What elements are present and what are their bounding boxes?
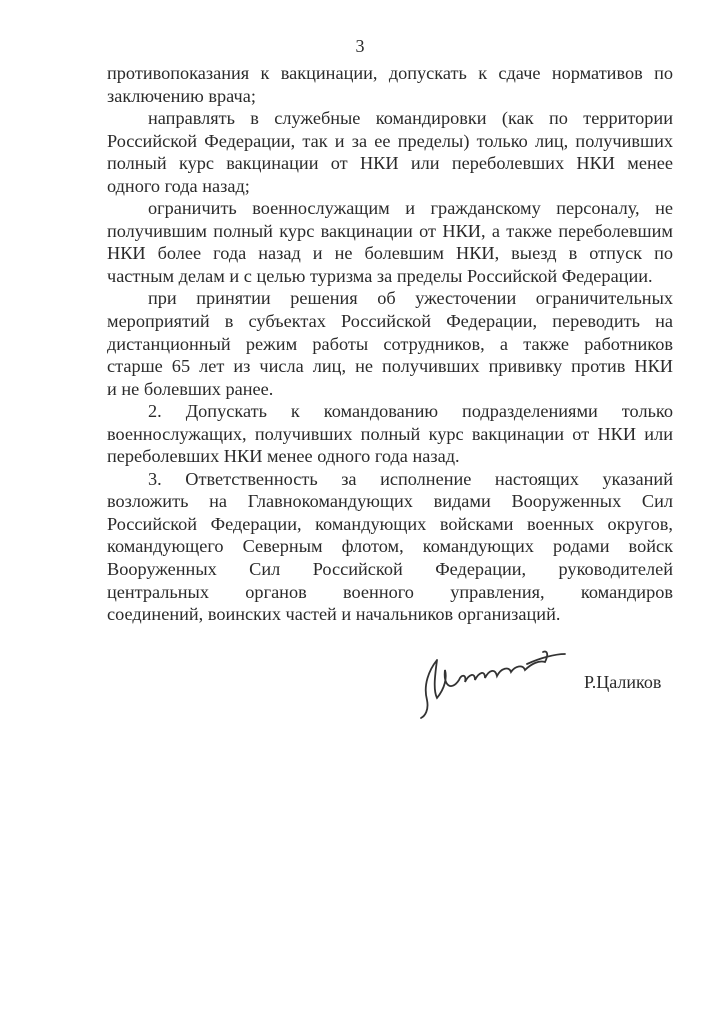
text-line: при принятии решения об ужесточении ограничительных (148, 288, 673, 309)
page-number: 3 (355, 36, 365, 56)
text-line: переболевших НКИ менее одного года назад. (107, 446, 460, 467)
paragraph (107, 197, 673, 287)
text-line: одного года назад; (107, 175, 250, 196)
text-line: дистанционный режим работы сотрудников, а также работников (107, 333, 673, 354)
text-line: командующего Северным флотом, командующих родами войск (107, 536, 673, 557)
text-line: полный курс вакцинации от НКИ или переболевших НКИ менее (107, 153, 673, 174)
paragraph (107, 400, 673, 468)
paragraph (107, 468, 673, 626)
handwritten-signature (415, 640, 575, 720)
text-line: соединений, воинских частей и начальников организаций. (107, 604, 561, 625)
text-line: противопоказания к вакцинации, допускать к сдаче нормативов по (107, 63, 673, 83)
text-line: 3. Ответственность за исполнение настоящих указаний (148, 468, 673, 489)
text-line: ограничить военнослужащим и гражданскому персоналу, не (148, 198, 673, 219)
text-line: военнослужащих, получивших полный курс вакцинации от НКИ или (107, 423, 673, 444)
text-line: заключению врача; (107, 85, 256, 106)
text-line: Вооруженных Сил Российской Федерации, руководителей (107, 559, 673, 580)
text-line: направлять в служебные командировки (как по территории (148, 108, 673, 129)
text-line: получившим полный курс вакцинации от НКИ, а также переболевшим (107, 220, 673, 241)
text-line: центральных органов военного управления, командиров (107, 581, 673, 602)
paragraph (107, 62, 673, 107)
text-line: мероприятий в субъектах Российской Федерации, переводить на (107, 311, 673, 332)
text-line: частным делам и с целью туризма за пределы Российской Федерации. (107, 265, 653, 286)
paragraph (107, 107, 673, 197)
paragraph (107, 287, 673, 400)
text-line: и не болевших ранее. (107, 378, 274, 399)
document-body (107, 62, 673, 626)
text-line: НКИ более года назад и не болевшим НКИ, выезд в отпуск по (107, 243, 673, 264)
text-line: 2. Допускать к командованию подразделениями только (148, 401, 673, 422)
text-line: возложить на Главнокомандующих видами Вооруженных Сил (107, 491, 673, 512)
text-line: Российской Федерации, так и за ее пределы) только лиц, получивших (107, 130, 673, 151)
text-line: Российской Федерации, командующих войсками военных округов, (107, 513, 673, 534)
signer-name: Р.Цаликов (584, 672, 662, 692)
text-line: старше 65 лет из числа лиц, не получивших прививку против НКИ (107, 356, 673, 377)
